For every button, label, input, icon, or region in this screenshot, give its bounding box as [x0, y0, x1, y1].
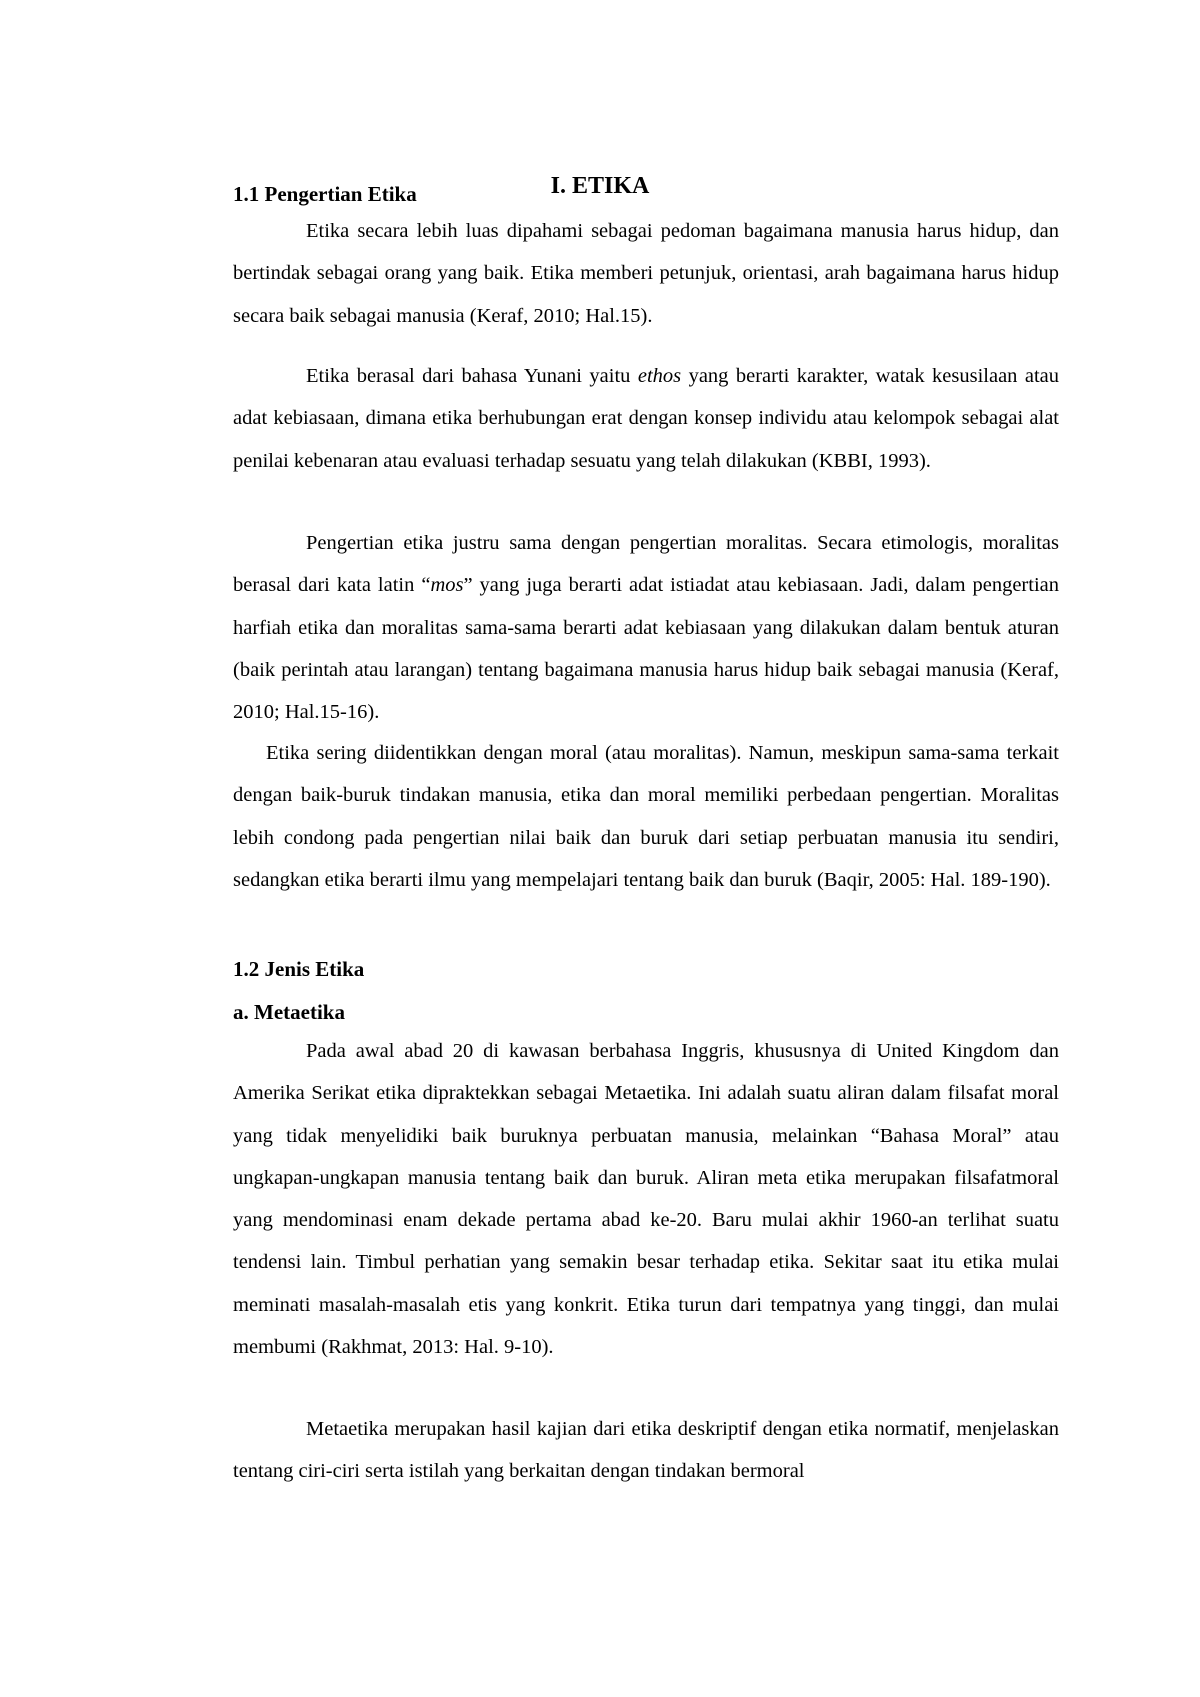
section-heading-jenis-etika: 1.2 Jenis Etika: [233, 957, 365, 981]
paragraph-text: Pengertian etika justru sama dengan pengertian moralitas. Secara etimologis, moralitas berasal dari kata latin “: [233, 532, 1059, 597]
paragraph-text: ” yang juga berarti adat istiadat atau kebiasaan. Jadi, dalam pengertian harfiah etika dan moralitas sama-sama berarti adat kebiasaan yang dilakukan dalam bentuk aturan (baik perintah atau larangan) tentang bagaimana manusia harus hidup baik sebagai manusia (Keraf, 2010; Hal.15-16).: [233, 574, 1059, 724]
paragraph-text: Etika berasal dari bahasa Yunani yaitu: [306, 365, 638, 387]
subsection-heading-metaetika: a. Metaetika: [233, 1000, 345, 1024]
section-heading-pengertian-etika: 1.1 Pengertian Etika: [233, 182, 417, 206]
paragraph: Metaetika merupakan hasil kajian dari etika deskriptif dengan etika normatif, menjelaskan tentang ciri-ciri serta istilah yang berkaitan dengan tindakan bermoral: [233, 1418, 1059, 1483]
italic-term: mos: [430, 574, 464, 597]
paragraph: Etika sering diidentikkan dengan moral (atau moralitas). Namun, meskipun sama-sama terkait dengan baik-buruk tindakan manusia, etika dan moral memiliki perbedaan pengertian. Moralitas lebih condong pada pengertian nilai baik dan buruk dari setiap perbuatan manusia itu sendiri, sedangkan etika berarti ilmu yang mempelajari tentang baik dan buruk (Baqir, 2005: Hal. 189-190).: [233, 742, 1059, 891]
paragraph: [233, 522, 1059, 733]
paragraph: Pada awal abad 20 di kawasan berbahasa Inggris, khususnya di United Kingdom dan Amerika Serikat etika dipraktekkan sebagai Metaetika. Ini adalah suatu aliran dalam filsafat moral yang tidak menyelidiki baik buruknya perbuatan manusia, melainkan “Bahasa Moral” atau ungkapan-ungkapan manusia tentang baik dan buruk. Aliran meta etika merupakan filsafatmoral yang mendominasi enam dekade pertama abad ke-20. Baru mulai akhir 1960-an terlihat suatu tendensi lain. Timbul perhatian yang semakin besar terhadap etika. Sekitar saat itu etika mulai meminati masalah-masalah etis yang konkrit. Etika turun dari tempatnya yang tinggi, dan mulai membumi (Rakhmat, 2013: Hal. 9-10).: [233, 1040, 1059, 1359]
document-title: I. ETIKA: [550, 173, 650, 199]
paragraph: Etika secara lebih luas dipahami sebagai pedoman bagaimana manusia harus hidup, dan bertindak sebagai orang yang baik. Etika memberi petunjuk, orientasi, arah bagaimana harus hidup secara baik sebagai manusia (Keraf, 2010; Hal.15).: [233, 220, 1059, 327]
italic-term: ethos: [637, 365, 682, 387]
paragraph: [233, 355, 1059, 482]
paragraph-text: yang berarti karakter, watak kesusilaan atau adat kebiasaan, dimana etika berhubungan erat dengan konsep individu atau kelompok sebagai alat penilai kebenaran atau evaluasi terhadap sesuatu yang telah dilakukan (KBBI, 1993).: [233, 365, 1060, 472]
